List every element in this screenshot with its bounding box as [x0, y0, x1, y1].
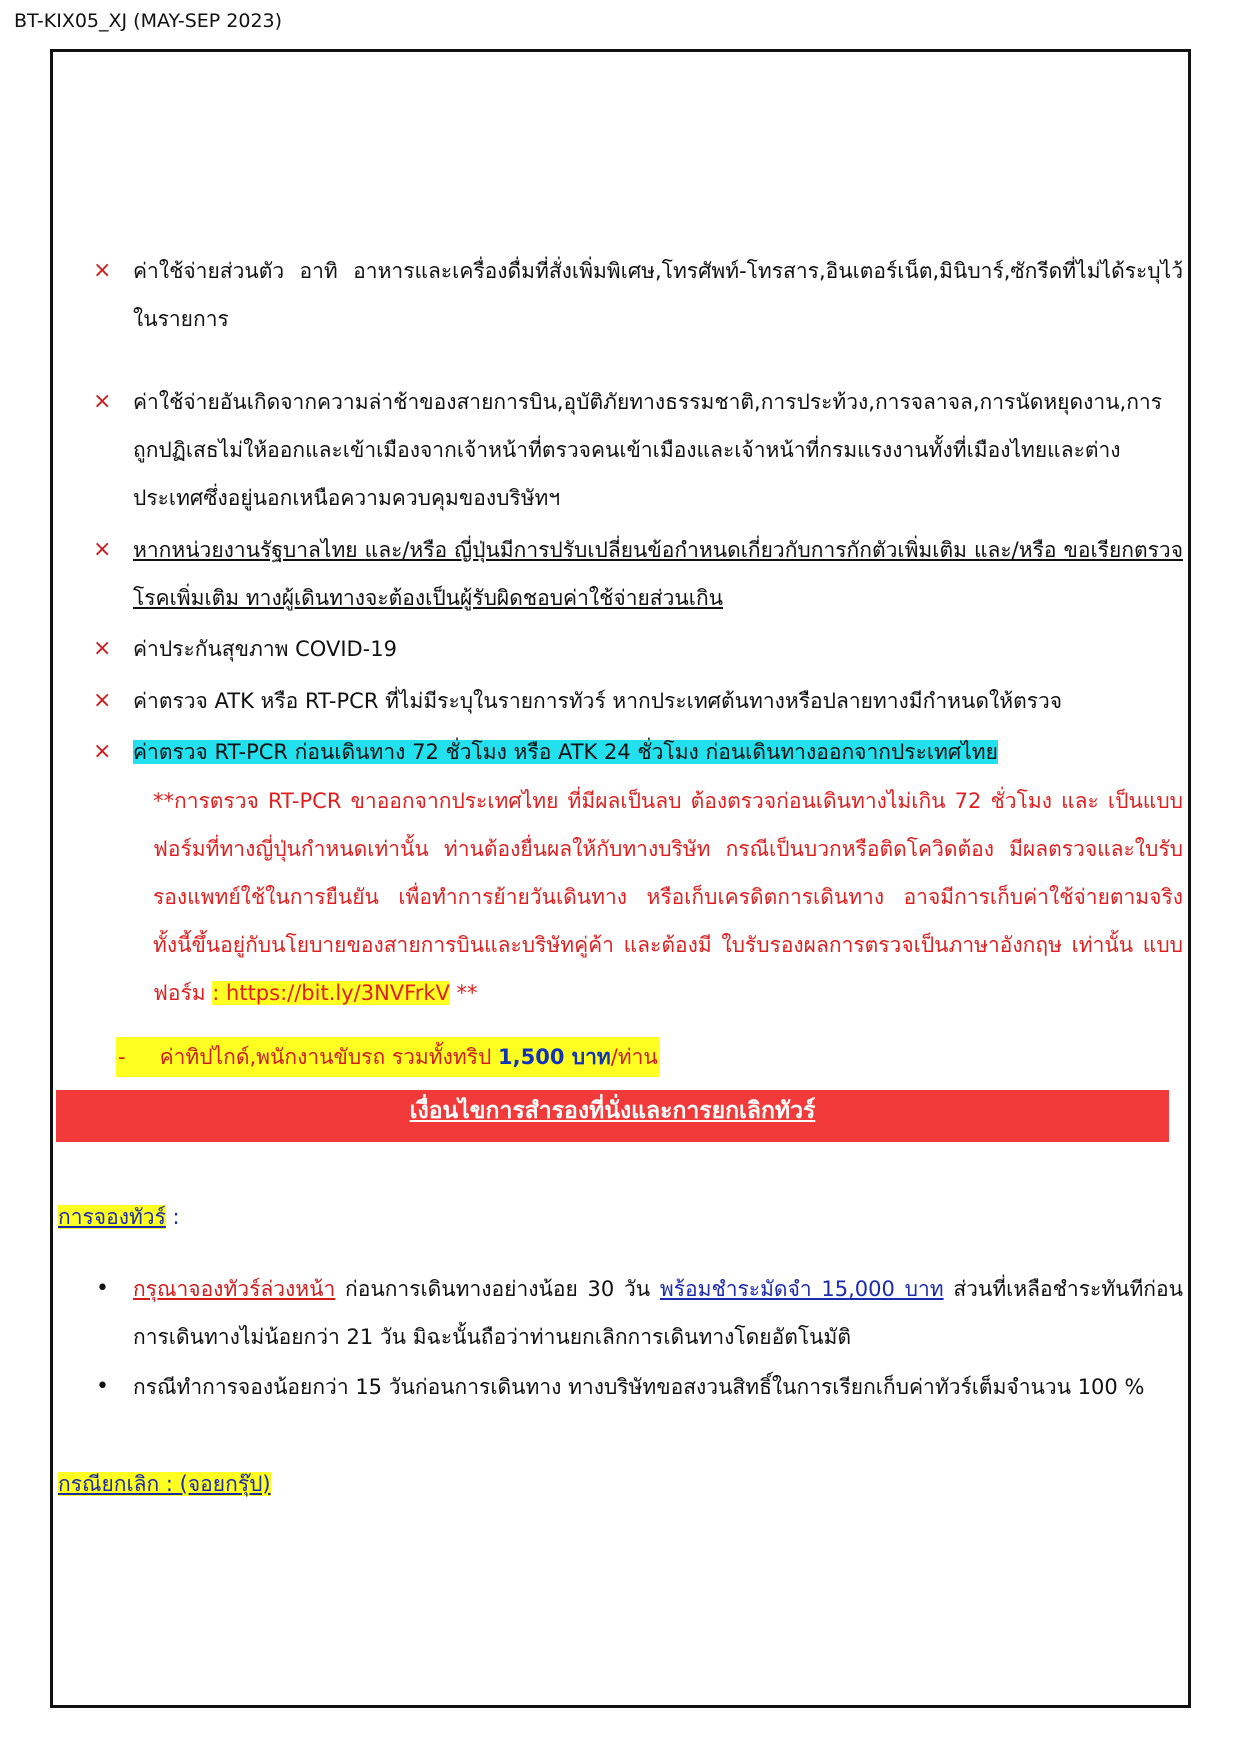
booking-bullet-advance	[96, 1265, 1183, 1361]
exclusion-item-government-rules	[93, 526, 1183, 622]
bullet-text: กรณีทำการจองน้อยกว่า 15 วันก่อนการเดินทาง ทางบริษัทขอสงวนสิทธิ์ในการเรียกเก็บค่าทัวร์เต็มจำนวน 100 %	[133, 1375, 1145, 1399]
deposit-note: พร้อมชำระมัดจำ 15,000 บาท	[659, 1277, 944, 1301]
cross-icon: ×	[93, 739, 112, 764]
booking-label-colon: :	[165, 1205, 180, 1229]
dash-marker: -	[118, 1045, 126, 1069]
form-link[interactable]: : https://bit.ly/3NVFrkV	[212, 981, 450, 1005]
tip-line	[116, 1037, 660, 1077]
exclusion-text: หากหน่วยงานรัฐบาลไทย และ/หรือ ญี่ปุ่นมีการปรับเปลี่ยนข้อกำหนดเกี่ยวกับการกักตัวเพิ่มเติม และ/หรือ ขอเรียกตรวจโรคเพิ่มเติม ทางผู้เดินทางจะต้องเป็นผู้รับผิดชอบค่าใช้จ่ายส่วนเกิน	[133, 538, 1183, 610]
cross-icon: ×	[93, 537, 112, 562]
cancel-section-label	[58, 1467, 271, 1501]
covid-note-text: **การตรวจ RT-PCR ขาออกจากประเทศไทย ที่มีผลเป็นลบ ต้องตรวจก่อนเดินทางไม่เกิน 72 ชั่วโมง และ เป็นแบบฟอร์มที่ทางญี่ปุ่นกำหนดเท่านั้น ท่านต้องยื่นผลให้กับทางบริษัท กรณีเป็นบวกหรือติดโควิดต้อง มีผลตรวจและใบรับรองแพทย์ใช้ในการยืนยัน เพื่อทำการย้ายวันเดินทาง หรือเก็บเครดิตการเดินทาง อาจมีการเก็บค่าใช้จ่ายตามจริง ทั้งนี้ขึ้นอยู่กับนโยบายของสายการบินและบริษัทคู่ค้า และต้องมี ใบรับรองผลการตรวจเป็นภาษาอังกฤษ เท่านั้น แบบฟอร์ม	[153, 789, 1183, 1005]
banner-title: เงื่อนไขการสำรองที่นั่งและการยกเลิกทัวร์	[409, 1098, 816, 1124]
covid-test-note	[153, 777, 1183, 1017]
exclusion-text: ค่าใช้จ่ายอันเกิดจากความล่าช้าของสายการบิน,อุบัติภัยทางธรรมชาติ,การประท้วง,การจลาจล,การนัดหยุดงาน,การถูกปฏิเสธไม่ให้ออกและเข้าเมืองจากเจ้าหน้าที่ตรวจคนเข้าเมืองและเจ้าหน้าที่กรมแรงงานทั้งที่เมืองไทยและต่างประเทศซึ่งอยู่นอกเหนือความควบคุมของบริษัทฯ	[133, 390, 1162, 510]
balance-note: ส่วนที่เหลือชำระทันทีก่อนการเดินทางไม่น้อยกว่า 21 วัน มิฉะนั้นถือว่าท่านยกเลิกการเดินทางโดยอัตโนมัติ	[133, 1277, 1183, 1349]
booking-period-text: ก่อนการเดินทางอย่างน้อย 30 วัน	[335, 1277, 660, 1301]
covid-note-suffix: **	[449, 981, 478, 1005]
booking-section-label	[58, 1200, 180, 1234]
advance-booking-note: กรุณาจองทัวร์ล่วงหน้า	[133, 1277, 336, 1301]
highlighted-text: ค่าตรวจ RT-PCR ก่อนเดินทาง 72 ชั่วโมง หรือ ATK 24 ชั่วโมง ก่อนเดินทางออกจากประเทศไทย	[133, 740, 998, 764]
booking-bullet-late	[96, 1363, 1183, 1411]
cancel-label: กรณียกเลิก : (จอยกรุ๊ป)	[58, 1472, 271, 1496]
cross-icon: ×	[93, 389, 112, 414]
bullet-text	[133, 1265, 1183, 1361]
tip-text: ค่าทิปไกด์,พนักงานขับรถ รวมทั้งทริป	[159, 1045, 498, 1069]
exclusion-item-covid-insurance	[93, 625, 1183, 673]
exclusion-text: ค่าประกันสุขภาพ COVID-19	[133, 637, 397, 661]
document-code: BT-KIX05_XJ (MAY-SEP 2023)	[14, 10, 283, 32]
bullet-icon: •	[96, 1374, 109, 1399]
tip-unit: /ท่าน	[610, 1045, 658, 1069]
bullet-icon: •	[96, 1276, 109, 1301]
exclusion-item-delays	[93, 378, 1183, 522]
exclusion-text: ค่าใช้จ่ายส่วนตัว อาทิ อาหารและเครื่องดื่มที่สั่งเพิ่มพิเศษ,โทรศัพท์-โทรสาร,อินเตอร์เน็ต,มินิบาร์,ซักรีดที่ไม่ได้ระบุไว้ในรายการ	[133, 259, 1183, 331]
cross-icon: ×	[93, 688, 112, 713]
cross-icon: ×	[93, 636, 112, 661]
exclusion-item-pre-departure-test	[93, 728, 1183, 776]
cross-icon: ×	[93, 258, 112, 283]
conditions-banner	[56, 1090, 1169, 1142]
exclusion-item-atk-pcr	[93, 677, 1183, 725]
tip-amount: 1,500 บาท	[498, 1045, 611, 1069]
exclusion-text: ค่าตรวจ ATK หรือ RT-PCR ที่ไม่มีระบุในรายการทัวร์ หากประเทศต้นทางหรือปลายทางมีกำหนดให้ตรวจ	[133, 689, 1063, 713]
exclusion-item-personal-expenses	[93, 247, 1183, 343]
booking-label: การจองทัวร์	[58, 1205, 166, 1229]
